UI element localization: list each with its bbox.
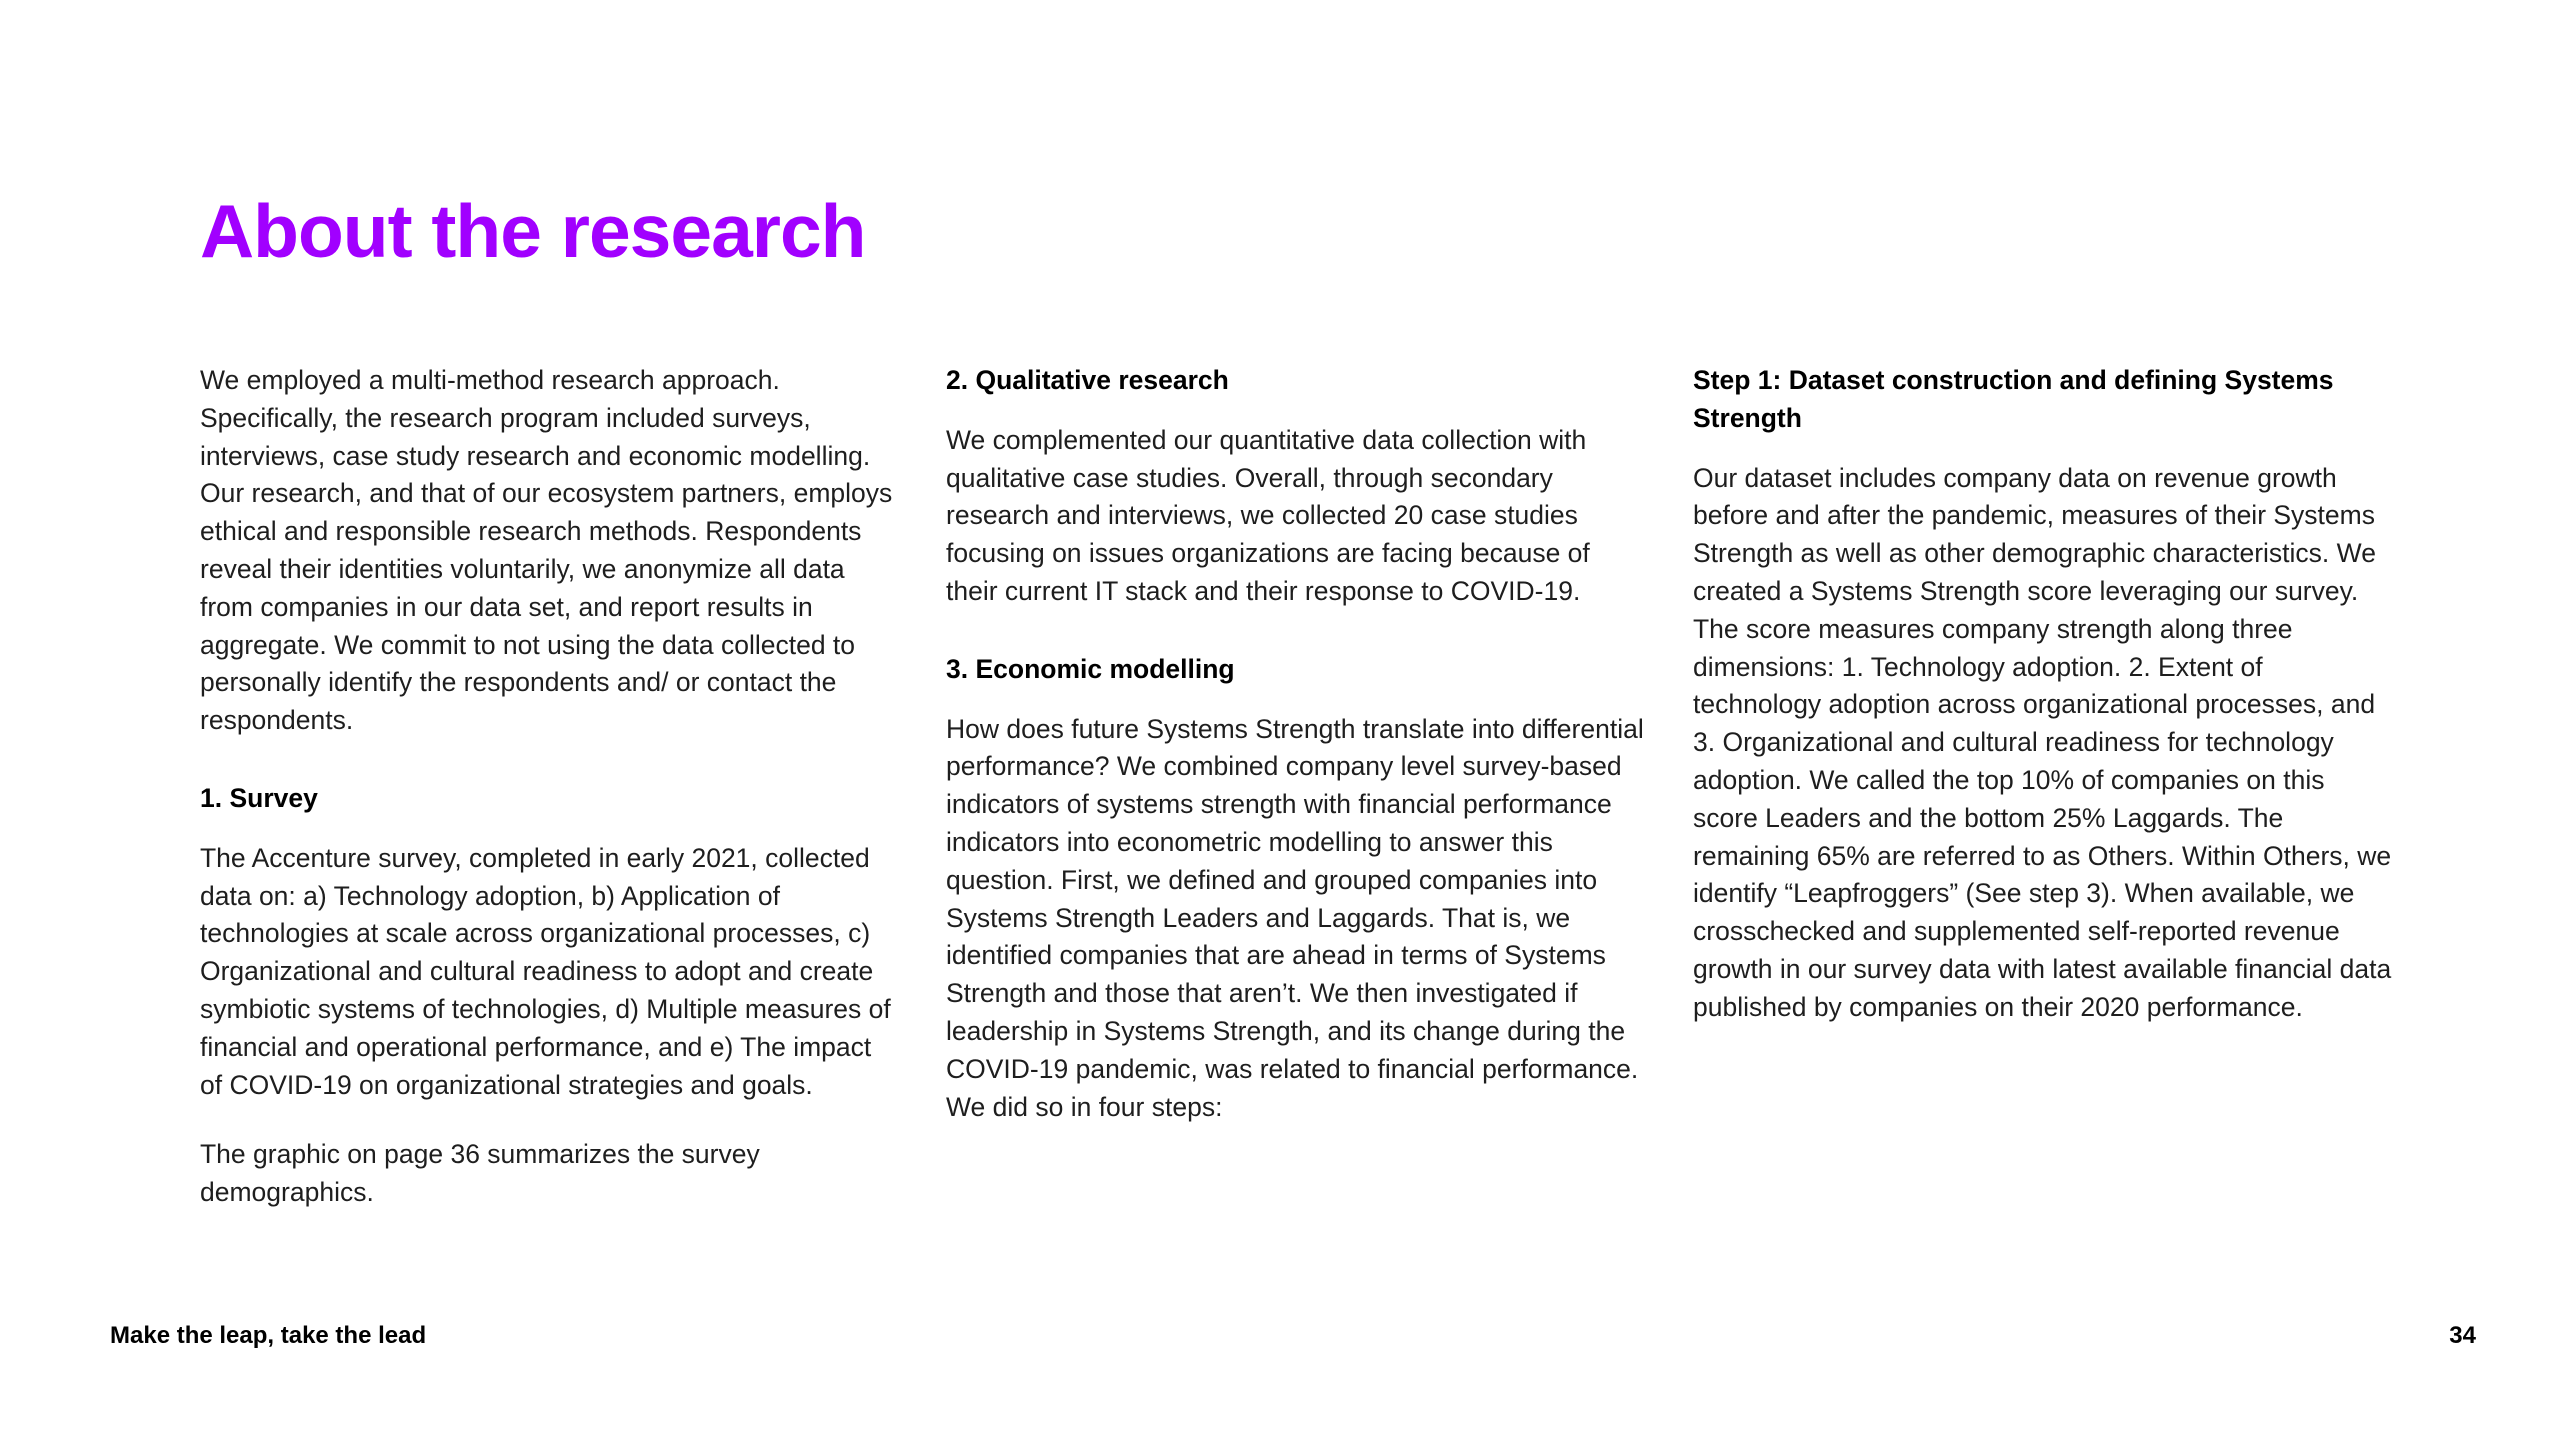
column-right [1693, 362, 2393, 1059]
footer-tagline: Make the leap, take the lead [110, 1322, 427, 1349]
survey-note-paragraph: The graphic on page 36 summarizes the survey demographics. [200, 1139, 760, 1208]
column-left [200, 362, 900, 1244]
survey-heading: 1. Survey [200, 782, 318, 813]
step1-paragraph: Our dataset includes company data on revenue growth before and after the pandemic, measures of their Systems Strength as well as other demographic characteristics. We created a Systems Strength score leveraging our survey. The score measures company strength along three dimensions: 1. Technology adoption. 2. Extent of technology adoption across organizational processes, and 3. Organizational and cultural readiness for technology adoption. We called the top 10% of companies on this score Leaders and the bottom 25% Laggards. The remaining 65% are referred to as Others. Within Others, we identify “Leapfroggers” (See step 3). When available, we crosschecked and supplemented self-reported revenue growth in our survey data with latest available financial data published by companies on their 2020 performance. [1693, 462, 2392, 1022]
column-middle [946, 362, 1646, 1158]
step1-heading: Step 1: Dataset construction and defining Systems Strength [1693, 365, 2334, 433]
intro-paragraph: We employed a multi-method research approach. Specifically, the research program included surveys, interviews, case study research and economic modelling. Our research, and that of our ecosystem partners, employs ethical and responsible research methods. Respondents reveal their identities voluntarily, we anonymize all data from companies in our data set, and report results in aggregate. We commit to not using the data collected to personally identify the respondents and/ or contact the respondents. [200, 365, 893, 736]
qualitative-heading: 2. Qualitative research [946, 365, 1229, 395]
economic-paragraph: How does future Systems Strength translate into differential performance? We combined company level survey-based indicators of systems strength with financial performance indicators into econometric modelling to answer this question. First, we defined and grouped companies into Systems Strength Leaders and Laggards. That is, we identified companies that are ahead in terms of Systems Strength and those that aren’t. We then investigated if leadership in Systems Strength, and its change during the COVID-19 pandemic, was related to financial performance. We did so in four steps: [946, 713, 1644, 1122]
economic-heading: 3. Economic modelling [946, 653, 1235, 684]
page-number: 34 [2449, 1322, 2476, 1349]
qualitative-paragraph: We complemented our quantitative data collection with qualitative case studies. Overall, through secondary research and interviews, we collected 20 case studies focusing on issues organizations are facing because of their current IT stack and their response to COVID-19. [946, 424, 1590, 606]
survey-paragraph: The Accenture survey, completed in early 2021, collected data on: a) Technology adoption, b) Application of technologies at scale across organizational processes, c) Organizational and cultural readiness to adopt and create symbiotic systems of technologies, d) Multiple measures of financial and operational performance, and e) The impact of COVID-19 on organizational strategies and goals. [200, 842, 891, 1100]
page-title: About the research [200, 189, 866, 273]
